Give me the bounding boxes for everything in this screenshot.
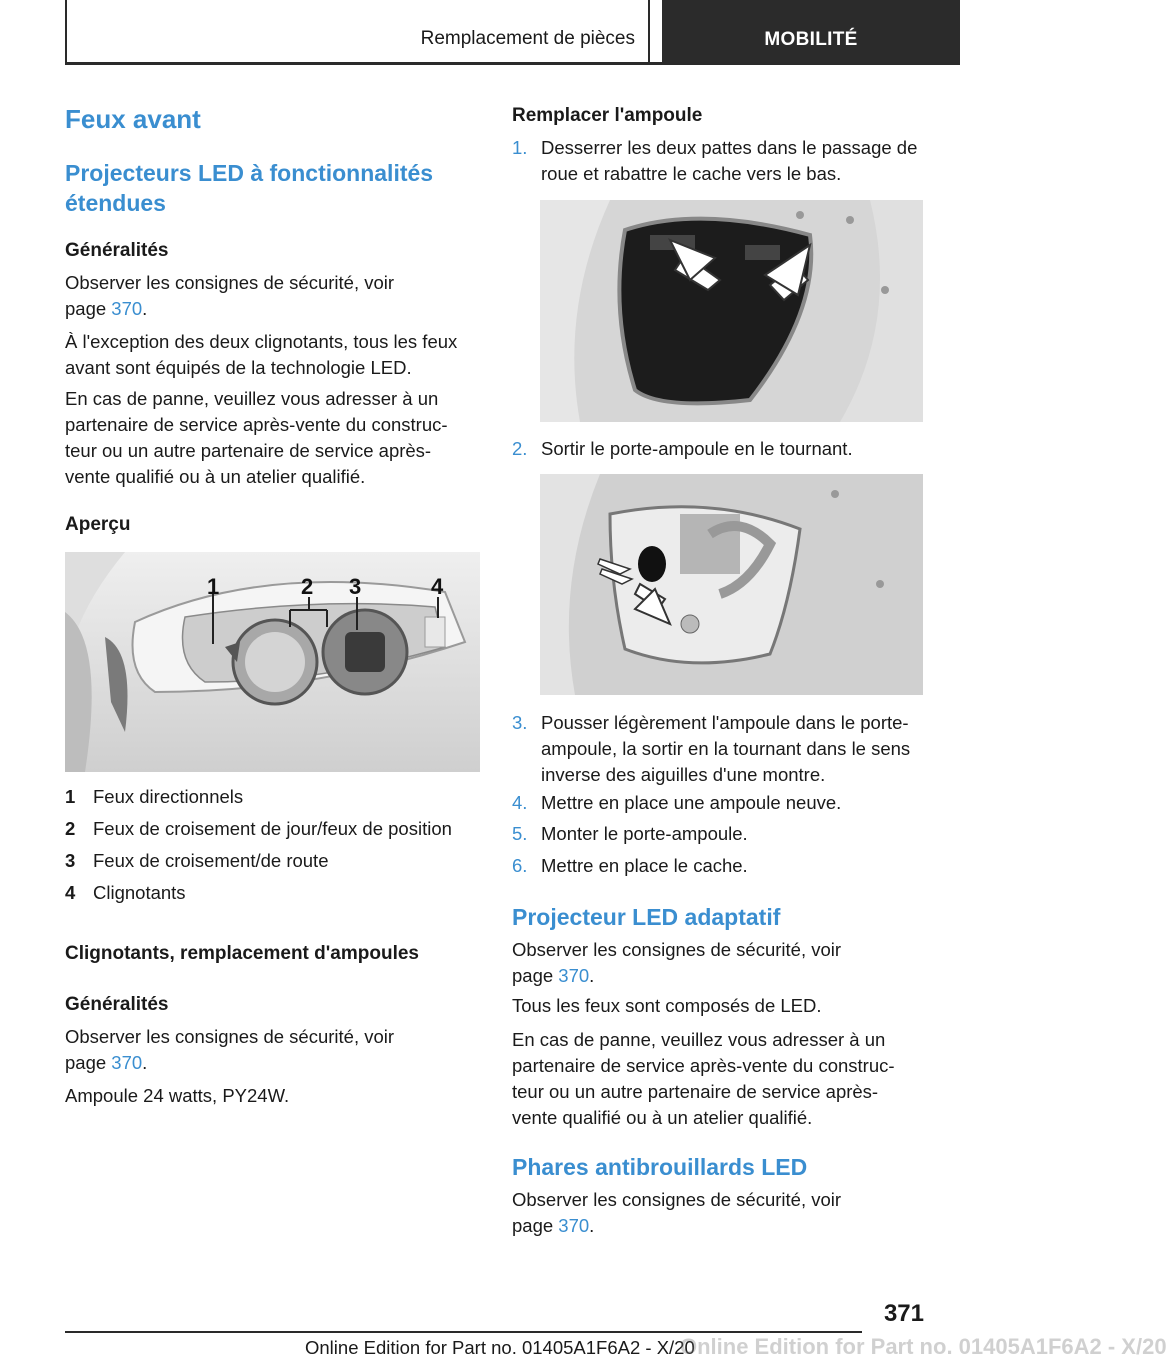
bulb-spec: Ampoule 24 watts, PY24W. (65, 1085, 290, 1106)
footer-watermark: Online Edition for Part no. 01405A1F6A2 - X/20 (680, 1334, 1167, 1359)
breakdown-paragraph: En cas de panne, veuillez vous adresser à un partenaire de service après-vente du construc‐ teur ou un autre partenaire de service après- vente qualifié ou à un atelier qualifié. (65, 388, 448, 487)
page-link[interactable]: 370 (111, 298, 143, 319)
safety-note-2: Observer les consignes de sécurité, voir page 370. (65, 1026, 395, 1073)
header-left-rule (65, 0, 67, 64)
headlight-illustration (65, 552, 480, 772)
step-item: 4. Mettre en place une ampoule neuve. (512, 792, 842, 813)
step-item: 1. Desserrer les deux pattes dans le passage de roue et rabattre le cache vers le bas. (512, 137, 918, 184)
adaptive-breakdown-paragraph: En cas de panne, veuillez vous adresser à un partenaire de service après-vente du construc‐ teur ou un autre partenaire de service après- vente qualifié ou à un atelier qualifié. (512, 1029, 895, 1128)
fog-lights-heading: Phares antibrouillards LED (512, 1154, 808, 1180)
footer-edition: Online Edition for Part no. 01405A1F6A2 - X/20 (305, 1337, 695, 1358)
fog-safety-note: Observer les consignes de sécurité, voir page 370. (512, 1189, 842, 1236)
page-link[interactable]: 370 (111, 1052, 143, 1073)
led-paragraph: À l'exception des deux clignotants, tous les feux avant sont équipés de la technologie LED. (65, 331, 458, 378)
cover-figure (540, 200, 923, 422)
header-rule (65, 62, 960, 65)
overview-heading: Aperçu (65, 514, 131, 535)
headlight-figure (65, 552, 480, 772)
replace-bulb-heading: Remplacer l'ampoule (512, 105, 703, 126)
adaptive-safety-note: Observer les consignes de sécurité, voir page 370. (512, 939, 842, 986)
adaptive-led-heading: Projecteur LED adaptatif (512, 904, 781, 930)
figure-label-2: 2 (301, 574, 314, 599)
bulb-holder-figure (540, 474, 923, 695)
page-number: 371 (883, 1300, 924, 1327)
figure-label-1: 1 (207, 574, 220, 599)
header-section-title: Remplacement de pièces (420, 28, 635, 49)
cover-illustration (540, 200, 923, 422)
safety-note: Observer les consignes de sécurité, voir page 370. (65, 272, 395, 319)
generalities-heading: Généralités (65, 240, 169, 261)
legend-item: 2 Feux de croisement de jour/feux de position (65, 818, 452, 839)
legend-item: 4 Clignotants (65, 882, 186, 903)
figure-label-4: 4 (431, 574, 444, 599)
footer-rule (65, 1331, 862, 1333)
legend-item: 3 Feux de croisement/de route (65, 850, 329, 871)
step-item: 5. Monter le porte-ampoule. (512, 823, 748, 844)
section-subtitle: Projecteurs LED à fonctionnalités étendues (65, 160, 434, 216)
page-link[interactable]: 370 (558, 1215, 590, 1236)
bulb-holder-illustration (540, 474, 923, 695)
page-link[interactable]: 370 (558, 965, 590, 986)
figure-label-3: 3 (349, 574, 362, 599)
adaptive-led-text: Tous les feux sont composés de LED. (512, 995, 822, 1016)
step-item: 2. Sortir le porte-ampoule en le tournant. (512, 438, 853, 459)
blinkers-heading: Clignotants, remplacement d'ampoules (65, 943, 419, 964)
legend-item: 1 Feux directionnels (65, 786, 244, 807)
header-chapter-tab: MOBILITÉ (662, 0, 960, 62)
generalities2-heading: Généralités (65, 994, 169, 1015)
step-item: 6. Mettre en place le cache. (512, 855, 748, 876)
step-item: 3. Pousser légèrement l'ampoule dans le porte- ampoule, la sortir en la tournant dans le sens inverse des aiguilles d'une montre. (512, 712, 911, 785)
page-title: Feux avant (65, 104, 201, 134)
header-divider (648, 0, 650, 64)
